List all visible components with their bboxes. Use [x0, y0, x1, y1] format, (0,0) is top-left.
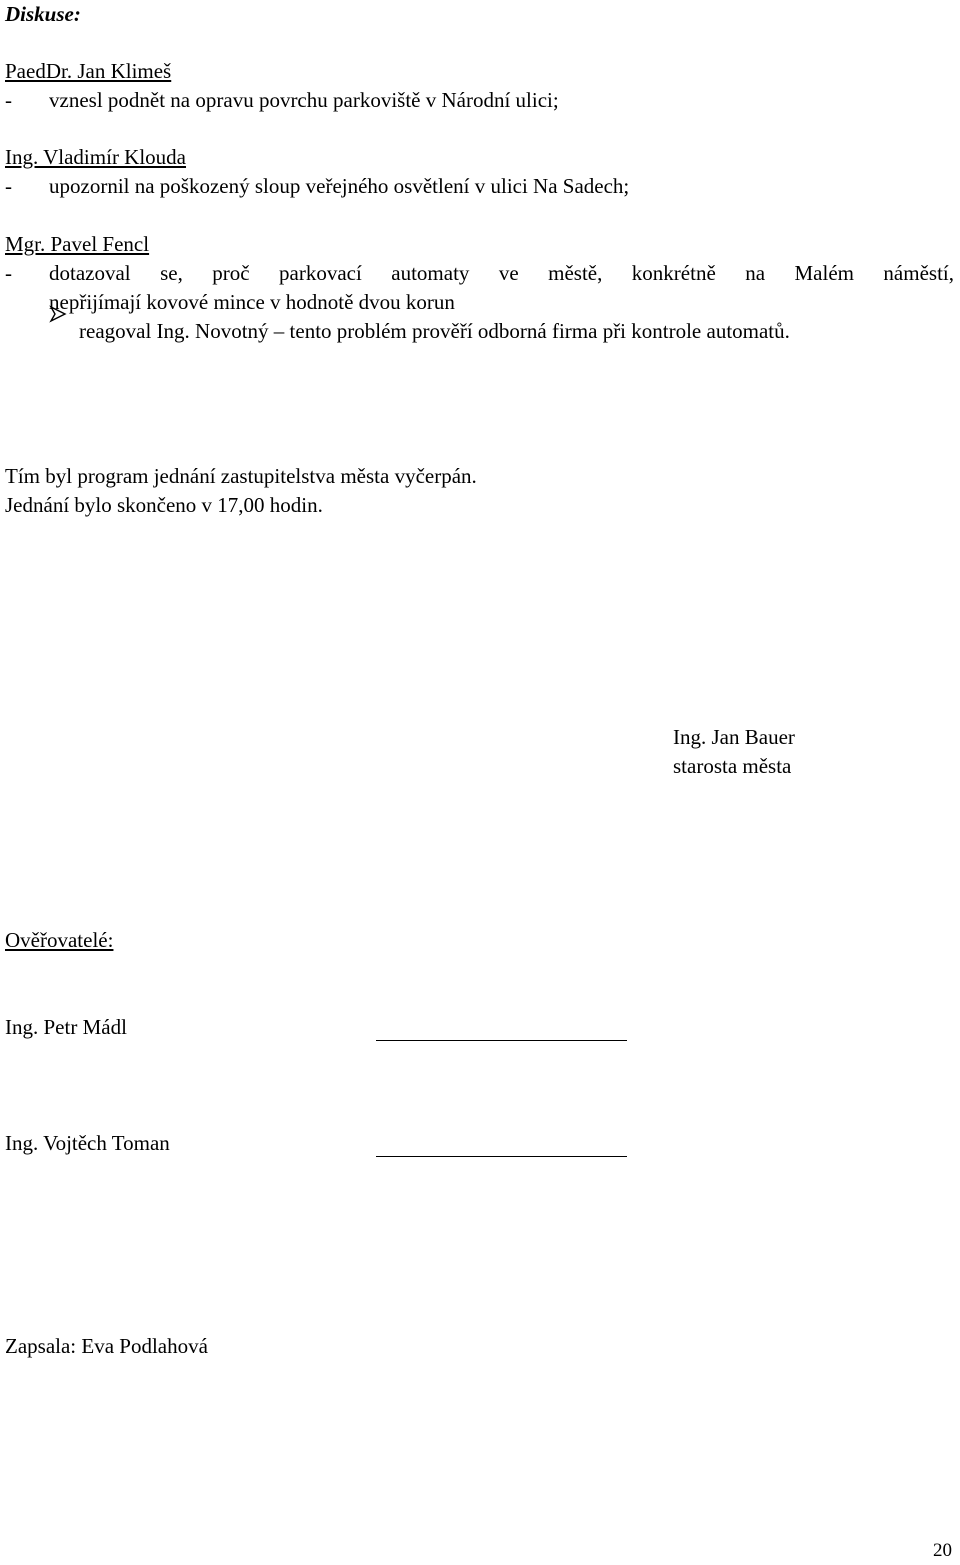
- closing-line2: Jednání bylo skončeno v 17,00 hodin.: [5, 493, 323, 517]
- verifier-madl: Ing. Petr Mádl: [5, 1015, 127, 1039]
- page-number: 20: [933, 1540, 952, 1561]
- dash: -: [5, 261, 12, 285]
- entry-text-fencl-line1: dotazoval se, proč parkovací automaty ve městě, konkrétně na Malém náměstí,: [49, 261, 954, 285]
- mayor-title: starosta města: [673, 754, 792, 778]
- reply-text-novotny: reagoval Ing. Novotný – tento problém prověří odborná firma při kontrole automatů.: [79, 319, 790, 343]
- discussion-heading: Diskuse:: [5, 2, 81, 26]
- arrowhead-bullet-icon: [49, 305, 67, 323]
- speaker-fencl: Mgr. Pavel Fencl: [5, 232, 150, 256]
- dash: -: [5, 174, 12, 198]
- entry-text-fencl-line2: nepřijímají kovové mince v hodnotě dvou korun: [49, 290, 455, 314]
- entry-text-klimes: vznesl podnět na opravu povrchu parkoviště v Národní ulici;: [49, 88, 559, 112]
- signature-line-toman: [376, 1156, 627, 1157]
- entry-text-klouda: upozornil na poškozený sloup veřejného osvětlení v ulici Na Sadech;: [49, 174, 630, 198]
- speaker-klimes: PaedDr. Jan Klimeš: [5, 59, 172, 83]
- closing-line1: Tím byl program jednání zastupitelstva města vyčerpán.: [5, 464, 477, 488]
- dash: -: [5, 88, 12, 112]
- speaker-klouda: Ing. Vladimír Klouda: [5, 145, 187, 169]
- mayor-name: Ing. Jan Bauer: [673, 725, 795, 749]
- recorder: Zapsala: Eva Podlahová: [5, 1334, 208, 1358]
- signature-line-madl: [376, 1040, 627, 1041]
- verifier-toman: Ing. Vojtěch Toman: [5, 1131, 170, 1155]
- verifiers-heading: Ověřovatelé:: [5, 928, 114, 952]
